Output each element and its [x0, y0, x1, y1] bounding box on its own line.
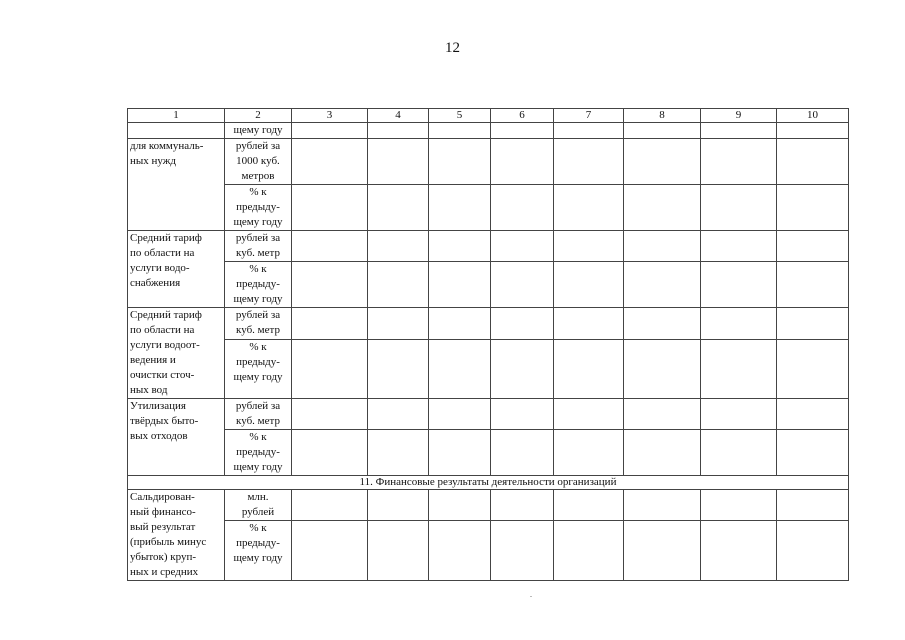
unit-cell	[225, 123, 292, 139]
indicator-name-cell	[128, 490, 225, 581]
section-title: 11. Финансовые результаты деятельности организаций	[128, 476, 849, 490]
unit-label: рублей за куб. метр	[235, 309, 281, 336]
unit-cell	[225, 231, 292, 262]
value-cell	[368, 185, 429, 231]
indicator-name-cell	[128, 231, 225, 308]
value-cell	[554, 139, 624, 185]
value-cell	[624, 521, 701, 581]
value-cell	[429, 399, 491, 430]
value-cell	[429, 308, 491, 340]
column-number-4: 4	[368, 109, 429, 123]
value-cell	[368, 123, 429, 139]
value-cell	[368, 139, 429, 185]
value-cell	[624, 339, 701, 398]
value-cell	[292, 185, 368, 231]
value-cell	[777, 262, 849, 308]
indicator-name-cell	[128, 139, 225, 231]
value-cell	[429, 231, 491, 262]
unit-cell	[225, 430, 292, 476]
value-cell	[429, 430, 491, 476]
value-cell	[491, 123, 554, 139]
table-row	[128, 399, 849, 430]
scan-speck	[530, 596, 532, 597]
value-cell	[292, 262, 368, 308]
value-cell	[624, 490, 701, 521]
value-cell	[368, 308, 429, 340]
value-cell	[491, 308, 554, 340]
column-number-9: 9	[701, 109, 777, 123]
unit-label: щему году	[233, 124, 283, 136]
value-cell	[292, 490, 368, 521]
value-cell	[777, 185, 849, 231]
column-number-6: 6	[491, 109, 554, 123]
value-cell	[624, 231, 701, 262]
value-cell	[624, 430, 701, 476]
value-cell	[491, 339, 554, 398]
value-cell	[701, 399, 777, 430]
value-cell	[491, 185, 554, 231]
value-cell	[624, 308, 701, 340]
value-cell	[777, 308, 849, 340]
value-cell	[429, 123, 491, 139]
value-cell	[429, 490, 491, 521]
column-number-7: 7	[554, 109, 624, 123]
indicator-name: для коммуналь- ных нужд	[130, 140, 204, 167]
unit-cell	[225, 262, 292, 308]
value-cell	[292, 399, 368, 430]
value-cell	[292, 521, 368, 581]
value-cell	[701, 139, 777, 185]
column-number-2: 2	[225, 109, 292, 123]
unit-cell	[225, 490, 292, 521]
value-cell	[554, 231, 624, 262]
value-cell	[491, 521, 554, 581]
value-cell	[368, 399, 429, 430]
value-cell	[368, 521, 429, 581]
unit-cell	[225, 308, 292, 340]
value-cell	[701, 231, 777, 262]
indicator-name: Утилизация твёрдых быто- вых отходов	[130, 400, 199, 442]
value-cell	[292, 430, 368, 476]
value-cell	[554, 339, 624, 398]
table-row	[128, 231, 849, 262]
table-row	[128, 339, 849, 398]
indicator-name: Сальдирован- ный финансо- вый результат (прибыль минус убыток) круп- ных и средних	[130, 491, 207, 578]
unit-label: % к предыду- щему году	[233, 522, 283, 565]
value-cell	[701, 430, 777, 476]
value-cell	[554, 399, 624, 430]
value-cell	[491, 231, 554, 262]
column-number-1: 1	[128, 109, 225, 123]
value-cell	[554, 521, 624, 581]
unit-cell	[225, 339, 292, 398]
section-row	[128, 476, 849, 490]
value-cell	[554, 308, 624, 340]
indicator-name-cell	[128, 123, 225, 139]
value-cell	[554, 123, 624, 139]
indicator-name: Средний тариф по области на услуги водо- снабжения	[130, 232, 202, 289]
unit-cell	[225, 521, 292, 581]
value-cell	[429, 139, 491, 185]
data-table	[127, 108, 849, 581]
value-cell	[701, 123, 777, 139]
value-cell	[701, 185, 777, 231]
value-cell	[292, 139, 368, 185]
table-row	[128, 430, 849, 476]
indicator-name-cell	[128, 399, 225, 476]
value-cell	[701, 490, 777, 521]
value-cell	[777, 339, 849, 398]
value-cell	[491, 262, 554, 308]
value-cell	[624, 185, 701, 231]
value-cell	[491, 430, 554, 476]
value-cell	[292, 339, 368, 398]
unit-label: млн. рублей	[241, 491, 275, 518]
value-cell	[429, 521, 491, 581]
table-row	[128, 490, 849, 521]
value-cell	[292, 308, 368, 340]
value-cell	[368, 339, 429, 398]
value-cell	[292, 123, 368, 139]
unit-label: рублей за куб. метр	[235, 400, 281, 427]
value-cell	[554, 185, 624, 231]
table-row	[128, 123, 849, 139]
table-row	[128, 521, 849, 581]
value-cell	[624, 123, 701, 139]
value-cell	[701, 521, 777, 581]
column-number-8: 8	[624, 109, 701, 123]
value-cell	[491, 490, 554, 521]
value-cell	[368, 231, 429, 262]
value-cell	[554, 262, 624, 308]
value-cell	[368, 490, 429, 521]
table-row	[128, 139, 849, 185]
table-row	[128, 262, 849, 308]
value-cell	[624, 139, 701, 185]
table-row	[128, 308, 849, 340]
unit-label: % к предыду- щему году	[233, 431, 283, 473]
value-cell	[777, 490, 849, 521]
value-cell	[777, 430, 849, 476]
value-cell	[777, 123, 849, 139]
value-cell	[777, 139, 849, 185]
unit-label: рублей за куб. метр	[235, 232, 281, 259]
unit-label: рублей за 1000 куб. метров	[235, 140, 281, 182]
column-number-10: 10	[777, 109, 849, 123]
value-cell	[624, 399, 701, 430]
value-cell	[701, 339, 777, 398]
value-cell	[429, 339, 491, 398]
value-cell	[701, 262, 777, 308]
value-cell	[554, 430, 624, 476]
unit-cell	[225, 399, 292, 430]
value-cell	[368, 430, 429, 476]
value-cell	[624, 262, 701, 308]
unit-label: % к предыду- щему году	[233, 263, 283, 305]
page-number: 12	[445, 40, 460, 56]
column-number-5: 5	[429, 109, 491, 123]
unit-cell	[225, 139, 292, 185]
value-cell	[701, 308, 777, 340]
header-row	[128, 109, 849, 123]
column-number-3: 3	[292, 109, 368, 123]
value-cell	[491, 139, 554, 185]
value-cell	[429, 185, 491, 231]
value-cell	[429, 262, 491, 308]
indicator-name-cell	[128, 308, 225, 399]
unit-label: % к предыду- щему году	[233, 186, 283, 228]
indicator-name: Средний тариф по области на услуги водоот- ведения и очистки сточ- ных вод	[130, 309, 202, 396]
value-cell	[554, 490, 624, 521]
value-cell	[368, 262, 429, 308]
value-cell	[777, 521, 849, 581]
table-row	[128, 185, 849, 231]
value-cell	[777, 231, 849, 262]
value-cell	[292, 231, 368, 262]
value-cell	[491, 399, 554, 430]
value-cell	[777, 399, 849, 430]
unit-cell	[225, 185, 292, 231]
unit-label: % к предыду- щему году	[233, 340, 283, 383]
